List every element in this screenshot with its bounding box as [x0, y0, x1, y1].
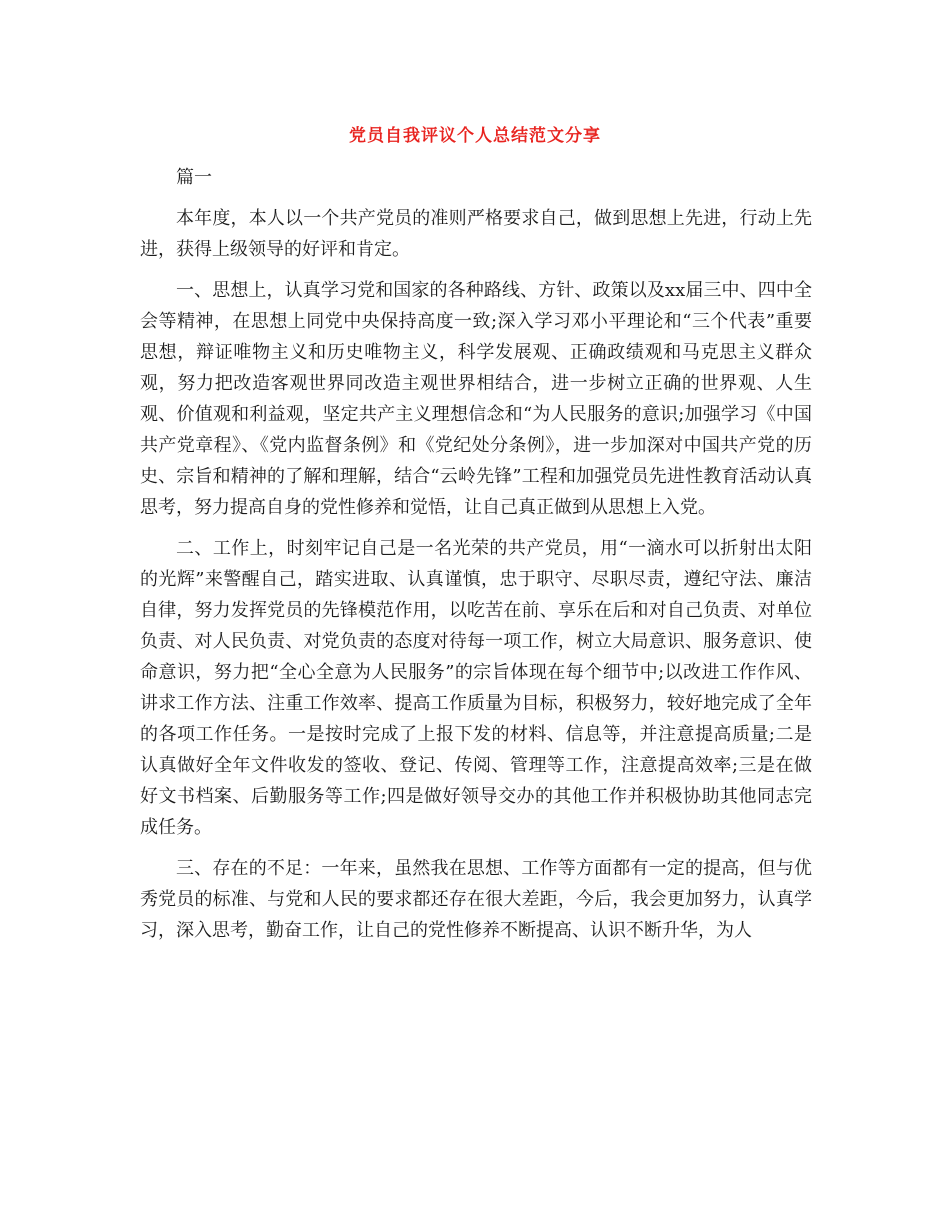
document-body	[140, 162, 812, 946]
paragraph-ideology: 一、思想上，认真学习党和国家的各种路线、方针、政策以及xx届三中、四中全会等精神，在思想上同党中央保持高度一致;深入学习邓小平理论和“三个代表”重要思想，辩证唯物主义和历史唯物主义，科学发展观、正确政绩观和马克思主义群众观，努力把改造客观世界同改造主观世界相结合，进一步树立正确的世界观、人生观、价值观和利益观，坚定共产主义理想信念和“为人民服务的意识;加强学习《中国共产党章程》、《党内监督条例》和《党纪处分条例》，进一步加深对中国共产党的历史、宗旨和精神的了解和理解，结合“云岭先锋”工程和加强党员先进性教育活动认真思考，努力提高自身的党性修养和觉悟，让自己真正做到从思想上入党。	[140, 280, 812, 518]
section-label: 篇一	[176, 167, 212, 188]
paragraph-work: 二、工作上，时刻牢记自己是一名光荣的共产党员，用“一滴水可以折射出太阳的光辉”来警醒自己，踏实进取、认真谨慎，忠于职守、尽职尽责，遵纪守法、廉洁自律，努力发挥党员的先锋模范作用，以吃苦在前、享乐在后和对自己负责、对单位负责、对人民负责、对党负责的态度对待每一项工作，树立大局意识、服务意识、使命意识，努力把“全心全意为人民服务”的宗旨体现在每个细节中;以改进工作作风、讲求工作方法、注重工作效率、提高工作质量为目标，积极努力，较好地完成了全年的各项工作任务。一是按时完成了上报下发的材料、信息等，并注意提高质量;二是认真做好全年文件收发的签收、登记、传阅、管理等工作，注意提高效率;三是在做好文书档案、后勤服务等工作;四是做好领导交办的其他工作并积极协助其他同志完成任务。	[140, 538, 812, 838]
document-title: 党员自我评议个人总结范文分享	[349, 126, 601, 146]
paragraph-shortcomings: 三、存在的不足：一年来，虽然我在思想、工作等方面都有一定的提高，但与优秀党员的标准、与党和人民的要求都还存在很大差距，今后，我会更加努力，认真学习，深入思考，勤奋工作，让自己的党性修养不断提高、认识不断升华，为人	[140, 858, 812, 941]
paragraph-intro: 本年度，本人以一个共产党员的准则严格要求自己，做到思想上先进，行动上先进，获得上级领导的好评和肯定。	[140, 208, 812, 260]
